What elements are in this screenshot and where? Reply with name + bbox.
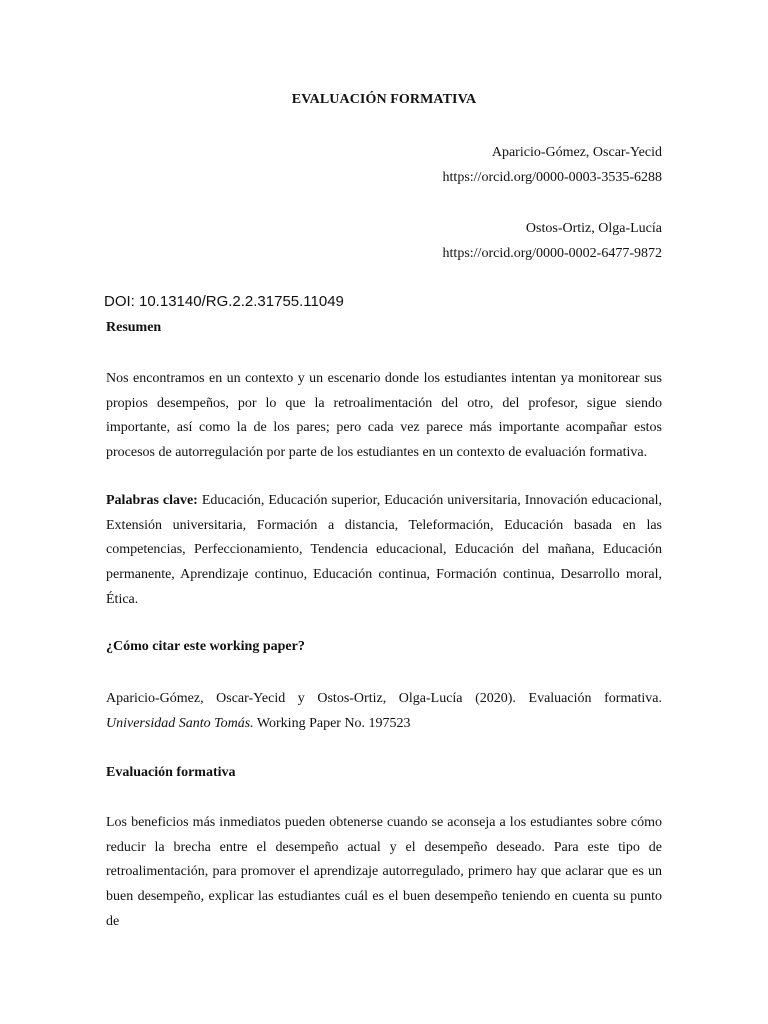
doi-line: DOI: 10.13140/RG.2.2.31755.11049: [104, 293, 344, 310]
abstract-heading: Resumen: [106, 320, 162, 335]
citation-number: Working Paper No. 197523: [253, 715, 411, 731]
cite-heading: ¿Cómo citar este working paper?: [106, 639, 305, 654]
section-paragraph: Los beneficios más inmediatos pueden obtenerse cuando se aconseja a los estudiantes sobre cómo reducir la brecha entre el desempeño actual y el desempeño deseado. Para este tipo de retroalimentación, para promover el aprendizaje autorregulado, primero hay que aclarar que es un buen desempeño, explicar las estudiantes cuál es el buen desempeño teniendo en cuenta su punto de: [106, 815, 662, 929]
author-name: Ostos-Ortiz, Olga-Lucía: [525, 221, 662, 236]
keywords-paragraph: [106, 489, 662, 613]
author-name: Aparicio-Gómez, Oscar-Yecid: [491, 145, 662, 160]
abstract-paragraph: Nos encontramos en un contexto y un escenario donde los estudiantes intentan ya monitorear sus propios desempeños, por lo que la retroalimentación del otro, del profesor, sigue siendo importante, así como la de los pares; pero cada vez parece más importante acompañar estos procesos de autorregulación por parte de los estudiantes en un contexto de evaluación formativa.: [106, 371, 662, 461]
author-orcid-link[interactable]: https://orcid.org/0000-0002-6477-9872: [442, 246, 662, 261]
section-heading: Evaluación formativa: [106, 765, 236, 780]
citation-paragraph: [106, 687, 662, 736]
author-block-2: [443, 216, 662, 266]
keywords-list: Educación, Educación superior, Educación universitaria, Innovación educacional, Extensión universitaria, Formación a distancia, Teleformación, Educación basada en las competencias, Perfeccionamiento, Tendencia educacional, Educación del mañana, Educación permanente, Aprendizaje continuo, Educación continua, Formación continua, Desarrollo moral, Ética.: [106, 493, 662, 607]
paper-title: EVALUACIÓN FORMATIVA: [291, 92, 477, 107]
author-block-1: [443, 140, 662, 190]
citation-publisher: Universidad Santo Tomás.: [106, 715, 254, 731]
keywords-label: Palabras clave:: [106, 493, 198, 508]
author-orcid-link[interactable]: https://orcid.org/0000-0003-3535-6288: [442, 170, 662, 185]
citation-authors: Aparicio-Gómez, Oscar-Yecid y Ostos-Ortiz, Olga-Lucía (2020). Evaluación formativa.: [106, 691, 662, 706]
